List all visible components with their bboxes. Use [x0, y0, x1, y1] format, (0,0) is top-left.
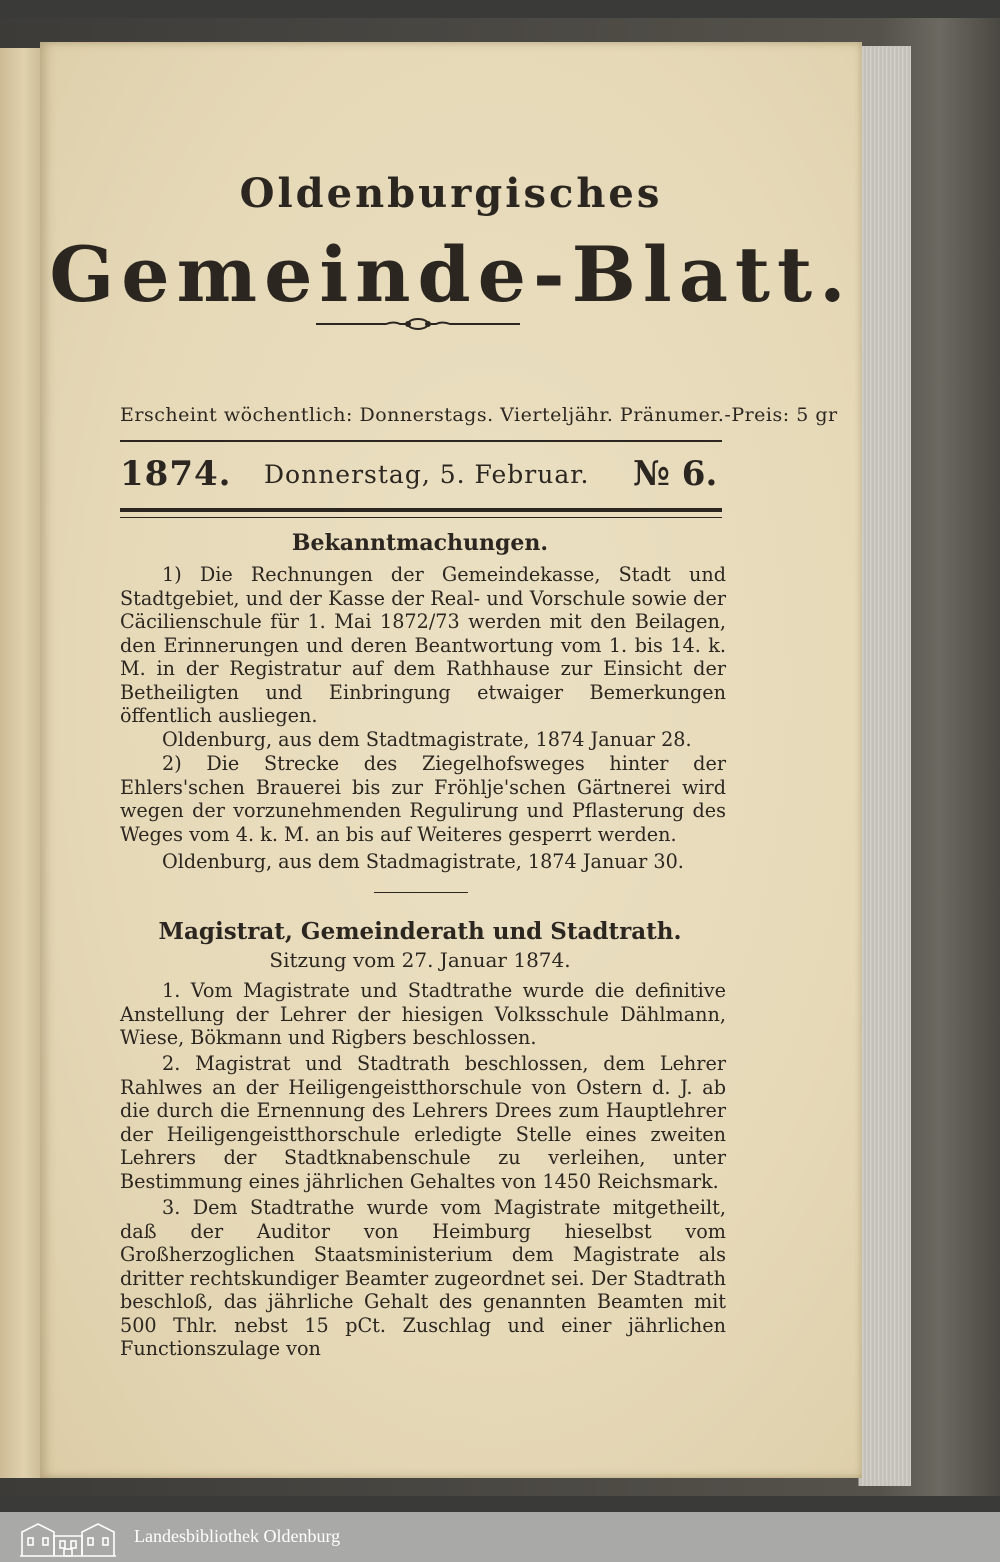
page-stack-edge: [858, 46, 911, 1486]
council-item-2: 2. Magistrat und Stadtrath beschlossen, dem Lehrer Rahlwes an der Heiligengeistthorschule von Ostern d. J. ab die durch die Ernennung des Lehrers Drees zum Hauptlehrer der Heiligengeistthorschule erledigte Stelle eines zweiten Lehrers der Stadtknabenschule zu verleihen, unter Bestimmung eines jährlichen Gehaltes von 1450 Reichsmark.: [120, 1052, 726, 1193]
library-building-icon: [18, 1516, 118, 1558]
rule-above-dateline: [120, 440, 722, 442]
footer-bar: [0, 1512, 1000, 1562]
left-page-edge: [0, 48, 40, 1478]
masthead-subtitle: Oldenburgisches: [239, 170, 663, 217]
publication-info: Erscheint wöchentlich: Donnerstags. Vierteljähr. Pränumer.-Preis: 5 gr: [120, 404, 838, 426]
section-heading-council: Magistrat, Gemeinderath und Stadtrath.: [158, 918, 682, 945]
rule-below-dateline: [120, 508, 722, 512]
announcement-1-signature: Oldenburg, aus dem Stadtmagistrate, 1874 Januar 28.: [162, 728, 692, 751]
section-divider: [374, 892, 468, 893]
announcement-1: 1) Die Rechnungen der Gemeindekasse, Stadt und Stadtgebiet, und der Kasse der Real- und Vorschule sowie der Cäcilienschule für 1. Mai 1872/73 werden mit den Beilagen, den Erinnerungen und deren Beantwortung vom 1. bis 14. k. M. in der Registratur auf dem Rathhause zur Einsicht der Betheiligten und Einbringung etwaiger Bemerkungen öffentlich ausliegen.: [120, 563, 726, 727]
masthead-title: Gemeinde-Blatt.: [49, 230, 853, 319]
dateline: [120, 450, 720, 500]
council-item-3: 3. Dem Stadtrathe wurde vom Magistrate mitgetheilt, daß der Auditor von Heimburg hieselbst vom Großherzoglichen Staatsministerium dem Magistrate als dritter rechtskundiger Beamter zugeordnet sei. Der Stadtrath beschloß, das jährliche Gehalt des genannten Beamten mit 500 Thlr. nebst 15 pCt. Zuschlag und einer jährlichen Functionszulage von: [120, 1196, 726, 1360]
section-heading-announcements: Bekanntmachungen.: [291, 530, 549, 556]
rule-below-dateline-thin: [120, 517, 722, 518]
ornament-divider-icon: [316, 314, 520, 334]
session-date: Sitzung vom 27. Januar 1874.: [269, 948, 571, 972]
institution-name: Landesbibliothek Oldenburg: [134, 1526, 341, 1546]
issue-year: 1874.: [120, 454, 232, 494]
announcement-2: 2) Die Strecke des Ziegelhofsweges hinter der Ehlers'schen Brauerei bis zur Fröhlje'schen Gärtnerei wird wegen der vorzunehmenden Regulirung und Pflasterung des Weges vom 4. k. M. an bis auf Weiteres gesperrt werden.: [120, 752, 726, 846]
issue-number: № 6.: [633, 454, 718, 494]
newspaper-page: [40, 42, 862, 1478]
issue-date: Donnerstag, 5. Februar.: [264, 460, 590, 489]
council-item-1: 1. Vom Magistrate und Stadtrathe wurde die definitive Anstellung der Lehrer der hiesigen Volksschule Dählmann, Wiese, Bökmann und Rigbers beschlossen.: [120, 979, 726, 1049]
announcement-2-signature: Oldenburg, aus dem Stadmagistrate, 1874 Januar 30.: [162, 850, 684, 873]
